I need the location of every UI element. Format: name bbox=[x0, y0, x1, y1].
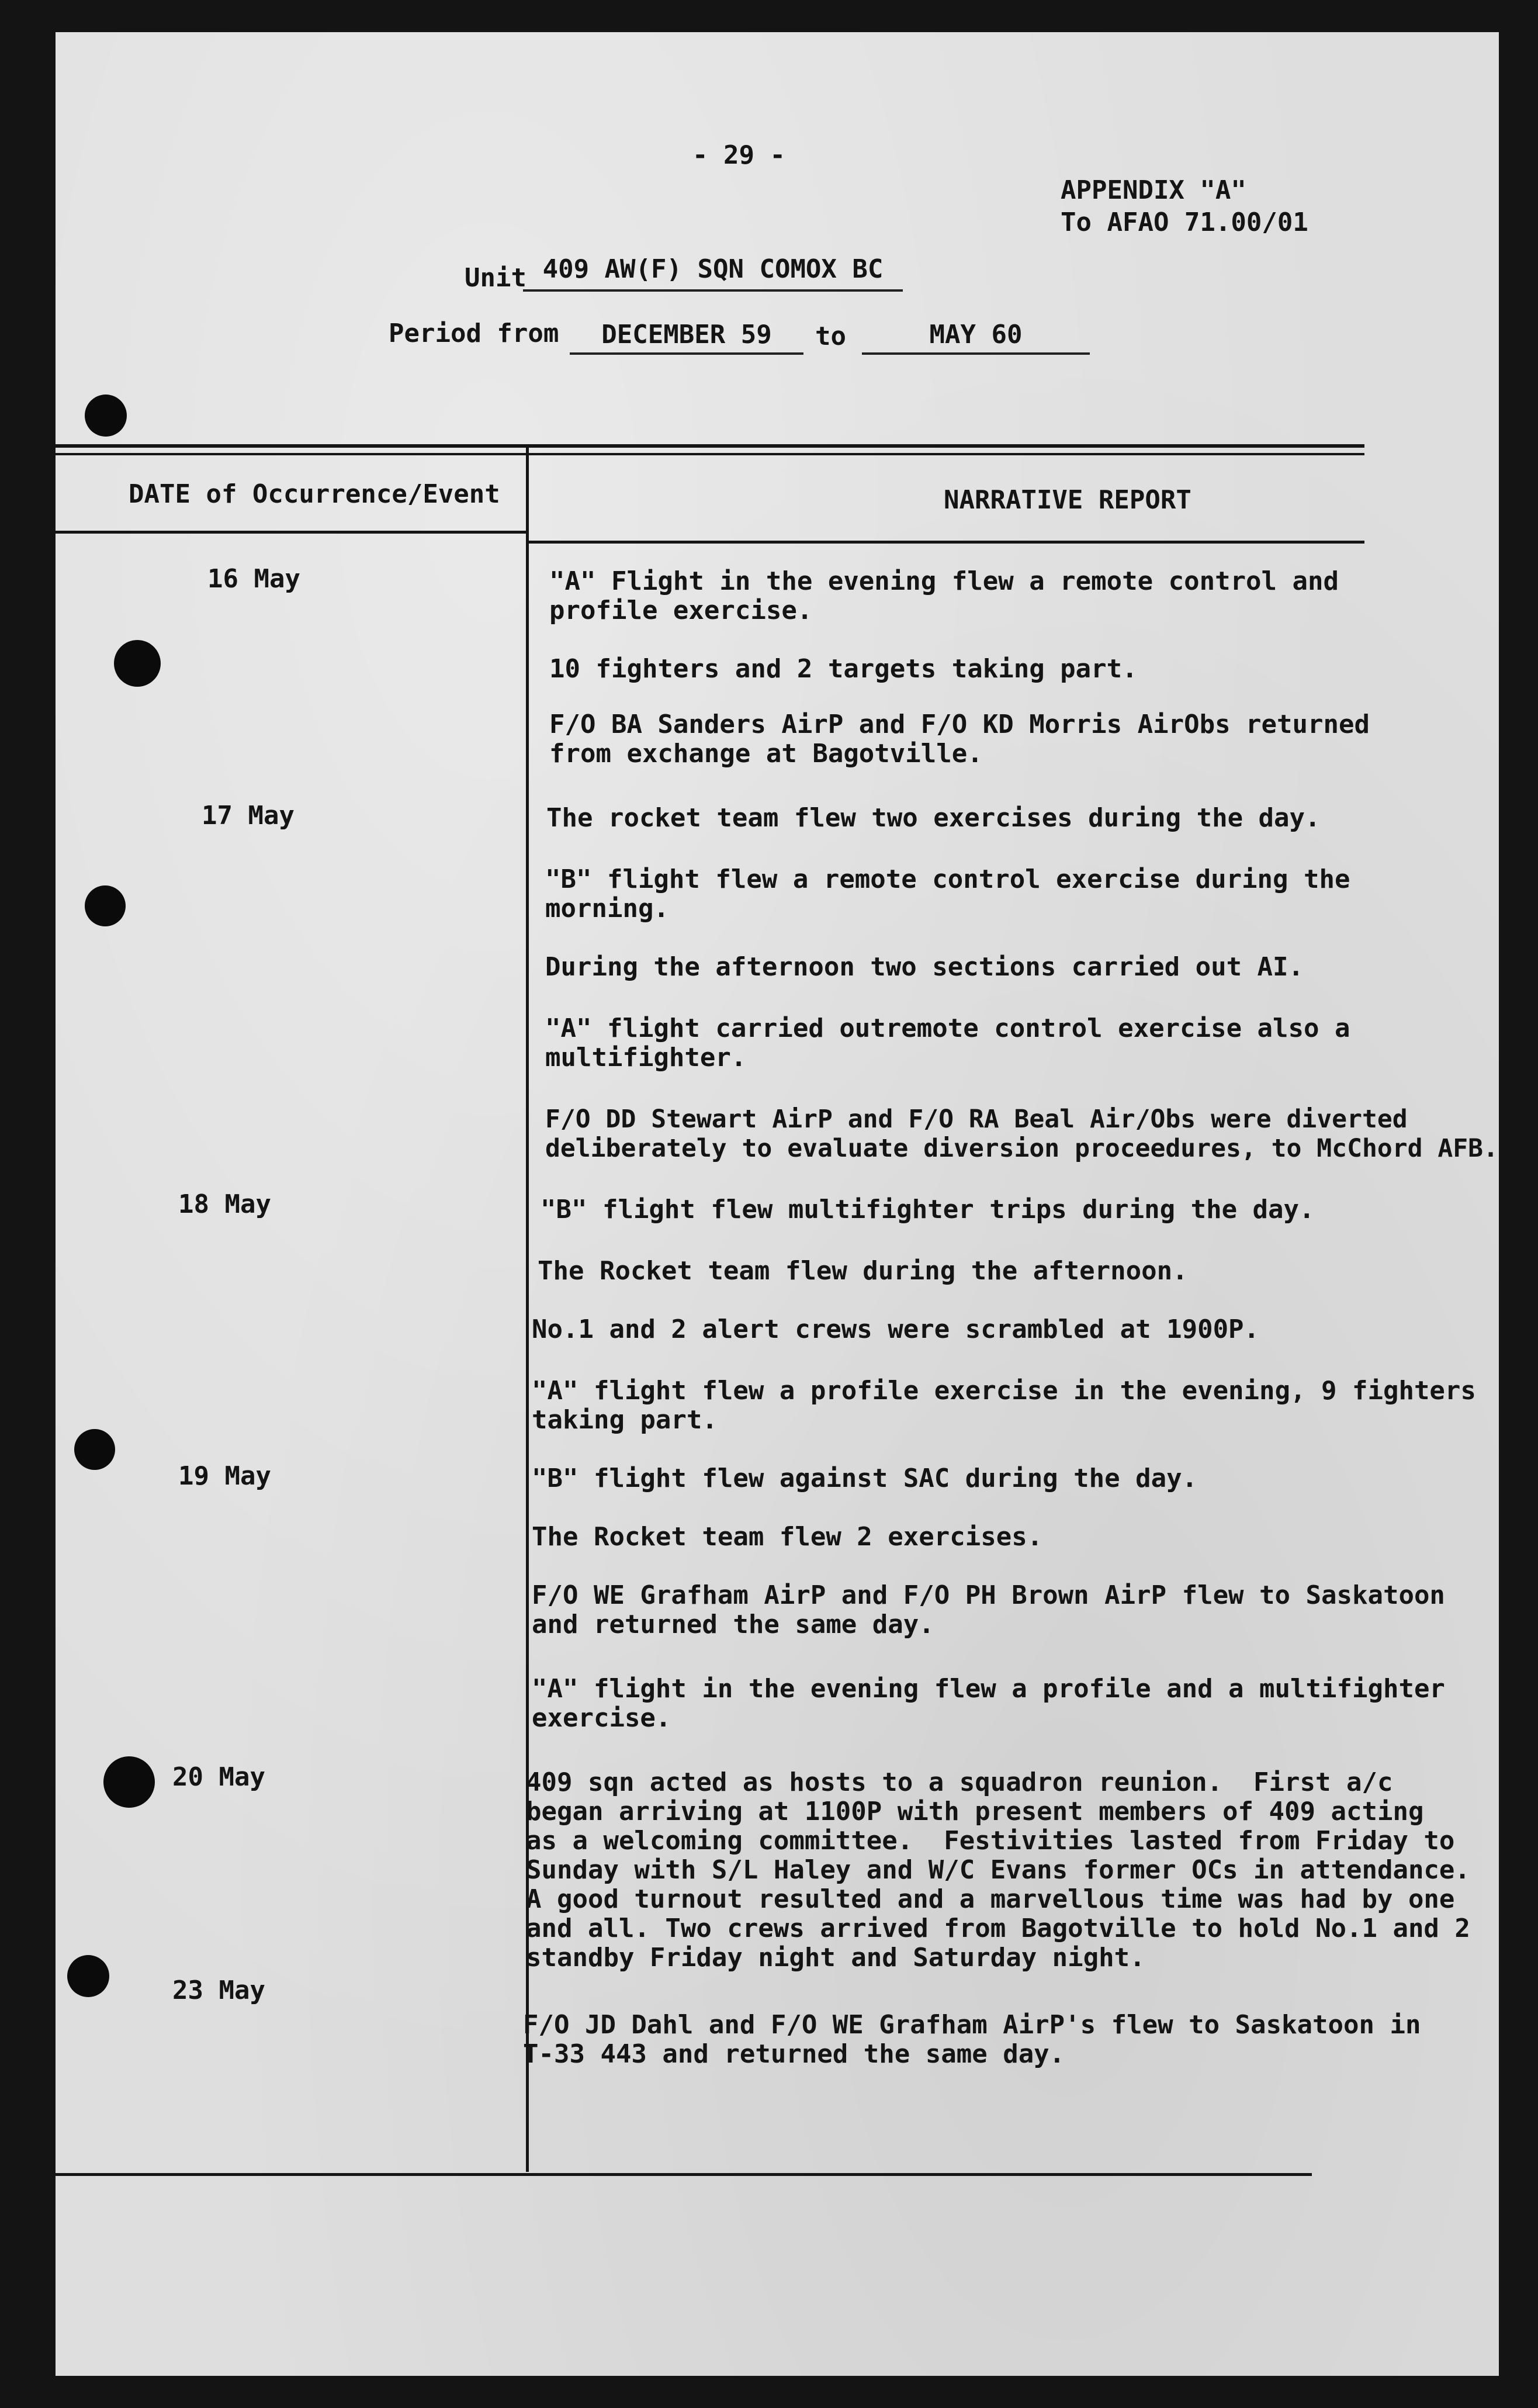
narrative-paragraph: The rocket team flew two exercises during the day. bbox=[546, 803, 1321, 833]
page-number: - 29 - bbox=[692, 140, 785, 170]
punch-hole-icon bbox=[67, 1955, 109, 1997]
period-from-value: DECEMBER 59 bbox=[570, 320, 803, 355]
appendix-reference: To AFAO 71.00/01 bbox=[1061, 207, 1308, 237]
document-sheet bbox=[56, 32, 1499, 2376]
punch-hole-icon bbox=[85, 395, 127, 437]
date-entry: 20 May bbox=[172, 1762, 265, 1792]
narrative-paragraph: "A" flight carried outremote control exercise also a multifighter. bbox=[545, 1013, 1350, 1072]
header-date-rule bbox=[56, 531, 529, 534]
date-entry: 17 May bbox=[202, 801, 295, 831]
narrative-paragraph: The Rocket team flew 2 exercises. bbox=[532, 1522, 1043, 1552]
column-header-narrative: NARRATIVE REPORT bbox=[944, 485, 1191, 515]
unit-value: 409 AW(F) SQN COMOX BC bbox=[523, 254, 903, 292]
narrative-paragraph: During the afternoon two sections carried out AI. bbox=[545, 952, 1304, 982]
table-top-rule-double bbox=[56, 453, 1364, 455]
narrative-paragraph: No.1 and 2 alert crews were scrambled at 1900P. bbox=[532, 1314, 1260, 1344]
narrative-paragraph: The Rocket team flew during the afternoon. bbox=[538, 1256, 1188, 1286]
narrative-paragraph: F/O WE Grafham AirP and F/O PH Brown AirP flew to Saskatoon and returned the same day. bbox=[532, 1580, 1445, 1639]
punch-hole-icon bbox=[74, 1429, 115, 1470]
date-entry: 18 May bbox=[178, 1189, 271, 1219]
punch-hole-icon bbox=[103, 1756, 155, 1808]
narrative-paragraph: "B" flight flew against SAC during the day. bbox=[532, 1464, 1198, 1493]
table-bottom-rule bbox=[56, 2173, 1312, 2176]
date-entry: 19 May bbox=[178, 1461, 271, 1491]
header-narrative-rule bbox=[529, 541, 1364, 544]
narrative-paragraph: "A" flight in the evening flew a profile and a multifighter exercise. bbox=[532, 1674, 1445, 1733]
punch-hole-icon bbox=[85, 885, 126, 926]
narrative-paragraph: 10 fighters and 2 targets taking part. bbox=[549, 654, 1138, 684]
appendix-label: APPENDIX "A" bbox=[1061, 175, 1246, 205]
date-entry: 23 May bbox=[172, 1975, 265, 2005]
period-to-value: MAY 60 bbox=[862, 320, 1090, 355]
period-label: Period from bbox=[389, 319, 559, 348]
date-entry: 16 May bbox=[207, 564, 300, 594]
narrative-paragraph: "B" flight flew a remote control exercise during the morning. bbox=[545, 864, 1350, 923]
unit-label: Unit bbox=[465, 263, 526, 293]
narrative-paragraph: "B" flight flew multifighter trips during the day. bbox=[541, 1195, 1315, 1224]
column-header-date: DATE of Occurrence/Event bbox=[129, 479, 500, 509]
narrative-paragraph: F/O JD Dahl and F/O WE Grafham AirP's flew to Saskatoon in T-33 443 and returned the same day. bbox=[523, 2010, 1421, 2069]
narrative-paragraph: F/O DD Stewart AirP and F/O RA Beal Air/Obs were diverted deliberately to evaluate diversion proceedures, to McChord AFB. bbox=[545, 1105, 1498, 1163]
period-to-label: to bbox=[815, 321, 846, 351]
table-top-rule bbox=[56, 444, 1364, 448]
narrative-paragraph: "A" flight flew a profile exercise in the evening, 9 fighters taking part. bbox=[532, 1376, 1476, 1435]
narrative-paragraph: F/O BA Sanders AirP and F/O KD Morris AirObs returned from exchange at Bagotville. bbox=[549, 710, 1370, 769]
narrative-paragraph: "A" Flight in the evening flew a remote control and profile exercise. bbox=[549, 566, 1339, 625]
punch-hole-icon bbox=[114, 640, 161, 687]
narrative-paragraph: 409 sqn acted as hosts to a squadron reunion. First a/c began arriving at 1100P with present members of 409 acting as a welcoming committee. Festivities lasted from Friday to Sunday with S/L Haley and W/C Evans former OCs in attendance. A good turnout resulted and a marvellous time was had by one and all. Two crews arrived from Bagotville to hold No.1 and 2 standby Friday night and Saturday night. bbox=[526, 1767, 1470, 1973]
